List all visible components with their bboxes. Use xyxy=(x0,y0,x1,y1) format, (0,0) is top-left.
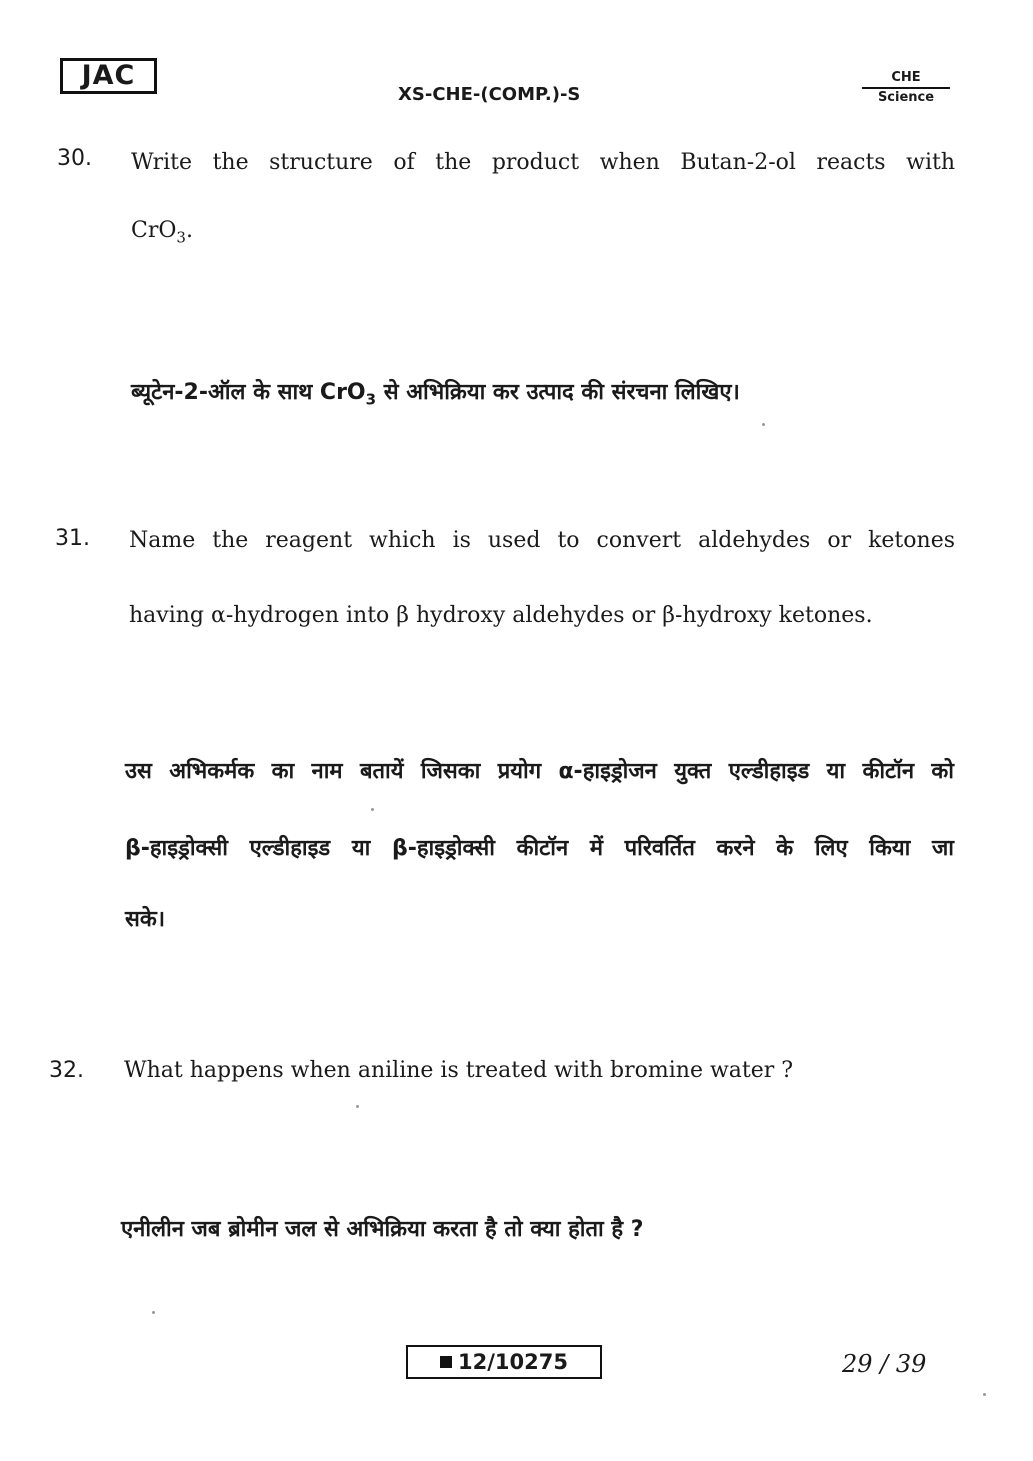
question-31-hindi-line-1: उस अभिकर्मक का नाम बतायें जिसका प्रयोग α-हाइड्रोजन युक्त एल्डीहाइड या कीटॉन को xyxy=(125,759,954,784)
scan-speck xyxy=(371,808,374,811)
paper-code: XS-CHE-(COMP.)-S xyxy=(398,84,581,105)
question-31-english-line-2: having α-hydrogen into β hydroxy aldehydes or β-hydroxy ketones. xyxy=(129,603,873,628)
scan-speck xyxy=(983,1393,986,1396)
hindi-part-2: से अभिक्रिया कर उत्पाद की संरचना लिखिए। xyxy=(376,380,740,405)
question-31-hindi-line-2: β-हाइड्रोक्सी एल्डीहाइड या β-हाइड्रोक्सी कीटॉन में परिवर्तित करने के लिए किया जा xyxy=(125,836,954,861)
formula-text: CrO xyxy=(131,218,177,243)
subject-code: CHE xyxy=(862,70,950,89)
question-32-hindi: एनीलीन जब ब्रोमीन जल से अभिक्रिया करता है तो क्या होता है ? xyxy=(121,1217,644,1242)
subject-label xyxy=(862,70,950,107)
scan-speck xyxy=(152,1311,155,1314)
question-32-english: What happens when aniline is treated with bromine water ? xyxy=(124,1058,794,1083)
hindi-subscript: 3 xyxy=(365,390,377,409)
question-31-english-line-1: Name the reagent which is used to convert aldehydes or ketones xyxy=(129,528,955,553)
booklet-code: 12/10275 xyxy=(458,1350,568,1374)
square-bullet-icon xyxy=(440,1356,452,1368)
formula-subscript: 3 xyxy=(176,228,186,247)
hindi-part-1: ब्यूटेन-2-ऑल के साथ CrO xyxy=(131,380,366,405)
subject-name: Science xyxy=(877,90,935,105)
question-30-hindi xyxy=(131,376,740,408)
booklet-code-box xyxy=(406,1345,602,1379)
question-30-english-line-2 xyxy=(131,218,193,246)
formula-tail: . xyxy=(185,218,193,243)
question-number-31: 31. xyxy=(55,526,90,551)
scan-speck xyxy=(356,1105,359,1108)
scan-speck xyxy=(762,423,765,426)
page-number: 29 / 39 xyxy=(842,1350,927,1378)
question-31-hindi-line-3: सके। xyxy=(125,907,166,932)
question-30-english-line-1: Write the structure of the product when Butan-2-ol reacts with xyxy=(131,150,955,175)
board-logo-box: JAC xyxy=(60,58,157,94)
question-number-32: 32. xyxy=(49,1058,84,1083)
question-number-30: 30. xyxy=(57,146,92,171)
